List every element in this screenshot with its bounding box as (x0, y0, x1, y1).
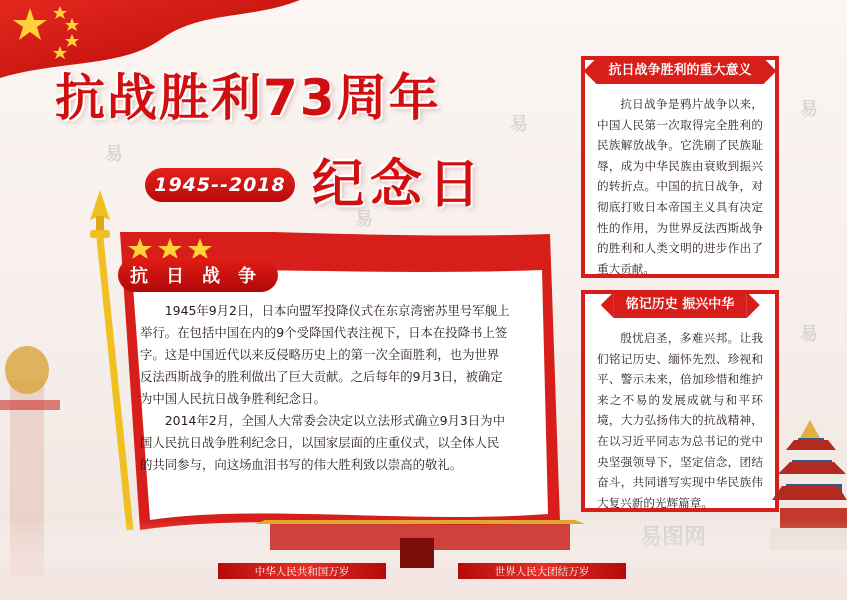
page-subtitle: 纪念日 (312, 155, 487, 215)
watermark: 易 (800, 324, 818, 345)
slogan-banner-left: 中华人民共和国万岁 (218, 563, 386, 579)
left-panel-body (140, 300, 510, 476)
remember-history-card (581, 290, 779, 512)
watermark: 易 (105, 144, 123, 165)
slogan-banner-right: 世界人民大团结万岁 (458, 563, 626, 579)
significance-card (581, 56, 779, 278)
card-heading: 抗日战争胜利的重大意义 (596, 58, 763, 84)
page-title: 抗战胜利73周年 (55, 69, 441, 127)
card-heading: 铭记历史 振兴中华 (614, 292, 747, 318)
year-range-badge: 1945--2018 (145, 168, 295, 202)
card-body: 殷忧启圣，多难兴邦。让我们铭记历史、缅怀先烈、珍视和平、警示未来，倍加珍惜和维护来之不易的发展成就与和平环境，大力弘扬伟大的抗战精神，在以习近平同志为总书记的党中央坚强领导下，坚定信念，团结奋斗，共同谱写实现中华民族伟大复兴新的光辉篇章。 (597, 331, 763, 510)
watermark: 易 (510, 114, 528, 135)
paragraph: 2014年2月，全国人大常委会决定以立法形式确立9月3日为中国人民抗日战争胜利纪念日，以国家层面的庄重仪式，以全体人民的共同参与，向这场血泪书写的伟大胜利致以崇高的敬礼。 (140, 413, 505, 472)
paragraph: 1945年9月2日，日本向盟军投降仪式在东京湾密苏里号军舰上举行。在包括中国在内的9个受降国代表注视下，日本在投降书上签字。这是中国近代以来反侵略历史上的第一次全面胜利，也为世界反法西斯战争的胜利做出了巨大贡献。之后每年的9月3日，被确定为中国人民抗日战争胜利纪念日。 (140, 303, 510, 406)
watermark: 易 (800, 99, 818, 120)
watermark: 易 (355, 209, 373, 230)
bottom-gate-banner (0, 520, 847, 600)
card-body: 抗日战争是鸦片战争以来，中国人民第一次取得完全胜利的民族解放战争。它洗刷了民族耻辱，成为中华民族由衰败到振兴的转折点。中国的抗日战争，对彻底打败日本帝国主义具有决定性的作用，为世界反法西斯战争的胜利和人类文明的进步作出了重大贡献。 (597, 97, 763, 276)
section-tag: 抗日战争 (118, 258, 278, 292)
